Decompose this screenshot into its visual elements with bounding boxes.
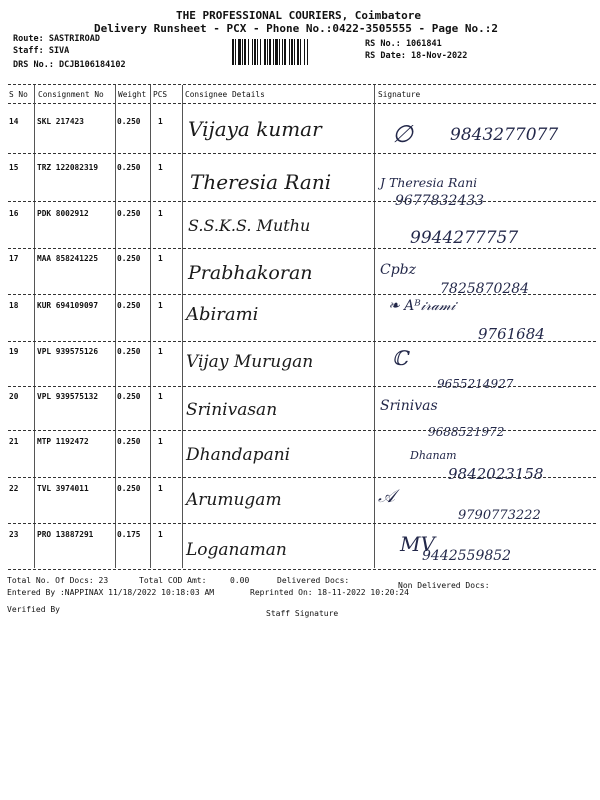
row-signature-phone: 7825870284 [440, 281, 530, 297]
row-sno: 15 [9, 163, 19, 172]
row-consignment: VPL 939575126 [37, 347, 99, 356]
row-signature-phone: 9842023158 [448, 465, 544, 483]
row-signature-name: J Theresia Rani [380, 175, 478, 190]
row-consignment: VPL 939575132 [37, 392, 99, 401]
row-consignment: MTP 1192472 [37, 437, 89, 446]
row-weight: 0.250 [117, 117, 141, 126]
row-signature-phone: 9688521972 [428, 425, 505, 439]
rs-number: RS No.: 1061841 [365, 39, 442, 49]
row-consignee: Loganaman [186, 540, 287, 560]
total-docs: Total No. Of Docs: 23 [7, 576, 109, 585]
document-title: THE PROFESSIONAL COURIERS, Coimbatore [176, 9, 422, 22]
row-sno: 18 [9, 301, 19, 310]
row-pcs: 1 [158, 254, 163, 263]
row-sno: 16 [9, 209, 19, 218]
row-pcs: 1 [158, 530, 163, 539]
row-weight: 0.250 [117, 209, 141, 218]
row-consignee: Vijaya kumar [188, 117, 322, 141]
signature-scribble: MV [400, 532, 435, 556]
row-weight: 0.250 [117, 163, 141, 172]
signature-scribble: ℂ [392, 346, 408, 370]
row-signature-phone: 9790773222 [458, 508, 541, 523]
barcode-bar [308, 39, 309, 65]
row-signature-phone: 9677832433 [395, 193, 485, 209]
row-consignment: KUR 694109097 [37, 301, 99, 310]
staff-label: Staff: SIVA [13, 46, 70, 56]
row-weight: 0.250 [117, 484, 141, 493]
row-consignee: Theresia Rani [190, 170, 332, 194]
row-sno: 22 [9, 484, 19, 493]
row-consignee: Dhandapani [186, 445, 291, 465]
row-consignee: S.S.K.S. Muthu [188, 216, 311, 235]
row-signature-phone: 9761684 [478, 325, 545, 343]
row-signature-phone: 9442559852 [422, 548, 512, 564]
row-sno: 14 [9, 117, 19, 126]
row-consignee: Vijay Murugan [186, 352, 314, 372]
drs-number: DRS No.: DCJB106184102 [13, 60, 126, 70]
row-pcs: 1 [158, 437, 163, 446]
signature-scribble: ∅ [392, 120, 413, 148]
row-pcs: 1 [158, 392, 163, 401]
row-pcs: 1 [158, 163, 163, 172]
row-sno: 17 [9, 254, 19, 263]
row-sno: 23 [9, 530, 19, 539]
rs-date: RS Date: 18-Nov-2022 [365, 51, 468, 61]
row-consignment: SKL 217423 [37, 117, 84, 126]
delivered-docs: Delivered Docs: [277, 576, 350, 585]
row-signature-phone: 9843277077 [450, 125, 559, 145]
col-header-weight: Weight [118, 90, 147, 99]
col-header-consignment: Consignment No [38, 90, 104, 99]
signature-scribble: Srinivas [380, 398, 438, 414]
col-header-sno: S No [9, 90, 28, 99]
signature-scribble: ❧ Aᴮ𝒾𝓇𝒶𝓂𝒾 [388, 298, 456, 314]
reprinted-on: Reprinted On: 18-11-2022 10:20:24 [250, 588, 409, 597]
row-weight: 0.250 [117, 392, 141, 401]
row-weight: 0.250 [117, 254, 141, 263]
verified-by: Verified By [7, 605, 60, 614]
row-consignee: Abirami [186, 304, 259, 325]
col-header-consignee: Consignee Details [185, 90, 265, 99]
row-weight: 0.250 [117, 301, 141, 310]
row-consignment: PRO 13887291 [37, 530, 94, 539]
row-weight: 0.250 [117, 347, 141, 356]
signature-scribble: Dhanam [410, 449, 457, 462]
route-label: Route: SASTRIROAD [13, 34, 100, 44]
row-consignment: MAA 858241225 [37, 254, 99, 263]
row-pcs: 1 [158, 347, 163, 356]
non-delivered-docs: Non Delivered Docs: [398, 581, 490, 590]
row-pcs: 1 [158, 117, 163, 126]
row-signature-phone: 9944277757 [410, 228, 519, 248]
row-consignment: PDK 8002912 [37, 209, 89, 218]
row-pcs: 1 [158, 209, 163, 218]
row-weight: 0.175 [117, 530, 141, 539]
signature-scribble: Cpbz [380, 262, 417, 278]
row-consignee: Srinivasan [186, 400, 278, 420]
row-sno: 21 [9, 437, 19, 446]
total-cod-label: Total COD Amt: [139, 576, 207, 585]
col-header-signature: Signature [378, 90, 421, 99]
row-consignee: Prabhakoran [188, 262, 313, 284]
total-cod-value: 0.00 [230, 576, 250, 585]
staff-signature: Staff Signature [266, 609, 339, 618]
col-header-pcs: PCS [153, 90, 168, 99]
row-sno: 19 [9, 347, 19, 356]
signature-scribble: 𝒜 [378, 486, 396, 507]
row-sno: 20 [9, 392, 19, 401]
row-consignment: TVL 3974011 [37, 484, 89, 493]
barcode [232, 39, 360, 65]
row-consignee: Arumugam [186, 490, 282, 510]
row-pcs: 1 [158, 301, 163, 310]
row-consignment: TRZ 122082319 [37, 163, 99, 172]
document-subtitle: Delivery Runsheet - PCX - Phone No.:0422-3505555 - Page No.:2 [94, 22, 498, 35]
row-pcs: 1 [158, 484, 163, 493]
entered-by: Entered By :NAPPINAX 11/18/2022 10:18:03 AM [7, 588, 215, 597]
row-weight: 0.250 [117, 437, 141, 446]
row-signature-phone: 9655214927 [437, 377, 514, 391]
